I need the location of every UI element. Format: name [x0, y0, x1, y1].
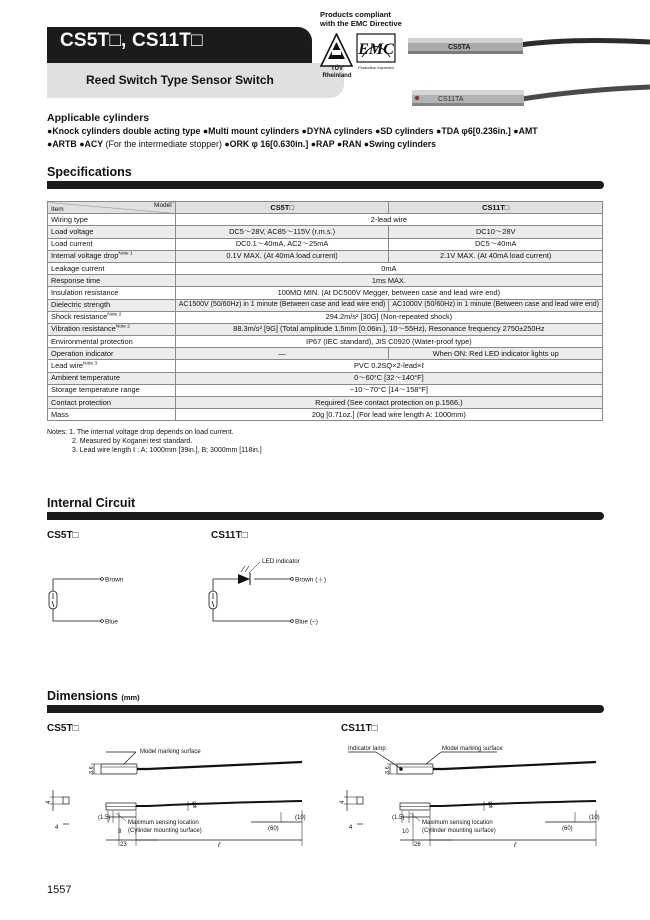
applicable-line-2b: ●ORK φ 16[0.630in.] ●RAP ●RAN ●Swing cylinders: [224, 139, 437, 149]
dim-4-height: 4: [46, 800, 52, 804]
table-row: [48, 409, 603, 421]
circuit-cs11t-label: CS11T□: [211, 530, 248, 541]
row-value: Required (See contact protection on p.1566.): [175, 397, 602, 409]
table-header-row: [48, 202, 603, 214]
applicable-cylinders-line-1: ●Knock cylinders double acting type ●Multi mount cylinders ●DYNA cylinders ●SD cylinders ●TDA φ6[0.236in.] ●AMT: [47, 126, 538, 136]
wire-label-brown: Brown: [105, 576, 124, 584]
table-row: [48, 348, 603, 360]
max-sensing-label-2-b: (Cylinder mounting surface): [422, 828, 496, 834]
table-row: [48, 372, 603, 384]
emc-logo-letters: EMC: [358, 41, 394, 58]
spec-notes: [47, 428, 262, 455]
dim-lead-length-b: ℓ: [514, 842, 517, 849]
emc-compliance-note: [320, 10, 402, 28]
row-value: −10～70°C [14～158°F]: [175, 384, 602, 396]
dim-10-b: (10): [589, 815, 600, 821]
row-item: Operation indicator: [48, 348, 176, 360]
row-item: Load current: [48, 238, 176, 250]
row-item: [48, 360, 176, 372]
applicable-line-2a: ●ARTB ●ACY: [47, 139, 104, 149]
header-cs5t: CS5T□: [175, 202, 389, 214]
wire-label-blue-minus: Blue (−): [295, 618, 318, 626]
row-value-cs11t: When ON: Red LED indicator lights up: [389, 348, 603, 360]
dim-4-height-b: 4: [340, 800, 346, 804]
note-3: 3. Lead wire length ℓ : A; 1000mm [39in.], B; 3000mm [118in.]: [72, 447, 262, 454]
wire-label-blue: Blue: [105, 618, 119, 626]
table-row: [48, 250, 603, 262]
dimensions-unit: (mm): [121, 693, 140, 702]
dim-4-width-b: 4: [349, 825, 353, 831]
table-row: [48, 311, 603, 323]
photo-label-cs11t: CS11TA: [438, 96, 464, 103]
row-value: 100MΩ MIN. (At DC500V Megger, between case and lead wire end): [175, 287, 602, 299]
row-item: Mass: [48, 409, 176, 421]
dims-cs11t-label: CS11T□: [341, 723, 378, 734]
row-value: 1ms MAX.: [175, 275, 602, 287]
max-sensing-label-1: Maximum sensing location: [128, 820, 199, 826]
row-value-cs5t: —: [175, 348, 389, 360]
row-item: [48, 323, 176, 335]
circuit-cs5t-diagram: [40, 570, 160, 630]
row-value: 0～60°C [32～140°F]: [175, 372, 602, 384]
table-row: [48, 336, 603, 348]
table-row: [48, 226, 603, 238]
row-item: Dielectric strength: [48, 299, 176, 311]
row-item: Storage temperature range: [48, 384, 176, 396]
dim-8: 8: [118, 829, 122, 835]
row-value-cs5t: DC5～28V, AC85～115V (r.m.s.): [175, 226, 389, 238]
row-value-cs11t: DC10～28V: [389, 226, 603, 238]
dim-3-6: 3.6: [89, 766, 95, 774]
tuv-text-1: TÜV: [331, 66, 343, 72]
row-value-cs5t: DC0.1～40mA, AC2～25mA: [175, 238, 389, 250]
row-item: Contact protection: [48, 397, 176, 409]
row-value-cs11t: DC5～40mA: [389, 238, 603, 250]
page-number: 1557: [47, 884, 72, 896]
row-item: Wiring type: [48, 214, 176, 226]
row-item-text: Internal voltage drop: [51, 251, 119, 261]
dim-3-6-b: 3.6: [385, 766, 391, 774]
indicator-lamp-label: Indicator lamp: [348, 746, 386, 752]
internal-circuit-bar: [47, 512, 604, 520]
max-sensing-label-2: (Cylinder mounting surface): [128, 828, 202, 834]
led-indicator-label: LED indicator: [262, 558, 300, 565]
row-value-cs5t: 0.1V MAX. (At 40mA load current): [175, 250, 389, 262]
row-item: Insulation resistance: [48, 287, 176, 299]
dim-26: 26: [414, 842, 421, 848]
photo-label-cs5t: CS5TA: [448, 44, 471, 51]
dimensions-heading: [47, 689, 140, 703]
applicable-cylinders-heading: Applicable cylinders: [47, 112, 150, 124]
row-item: Load voltage: [48, 226, 176, 238]
row-note: Note 1: [118, 251, 133, 257]
emc-logo-icon: [356, 33, 396, 63]
row-item: Leakage current: [48, 262, 176, 274]
dim-60: (60): [268, 826, 279, 832]
page-subtitle: Reed Switch Type Sensor Switch: [86, 73, 274, 87]
row-value-cs11t: AC1000V (50/60Hz) in 1 minute (Between case and lead wire end): [389, 299, 603, 311]
internal-circuit-heading: Internal Circuit: [47, 496, 136, 510]
row-item: Environmental protection: [48, 336, 176, 348]
dim-60-b: (60): [562, 826, 573, 832]
row-value: PVC 0.2SQ×2-lead×ℓ: [175, 360, 602, 372]
row-value: IP67 (IEC standard), JIS C0920 (Water-proof type): [175, 336, 602, 348]
row-note: Note 3: [83, 361, 98, 367]
tuv-logo-text: [318, 66, 356, 79]
table-row: [48, 397, 603, 409]
row-value-cs5t: AC1500V (50/60Hz) in 1 minute (Between case and lead wire end): [175, 299, 389, 311]
row-value-cs11t: 2.1V MAX. (At 40mA load current): [389, 250, 603, 262]
dim-10-sensing: 10: [402, 829, 409, 835]
row-value: 20g [0.71oz.] (For lead wire length A: 1000mm): [175, 409, 602, 421]
header-cs11t: CS11T□: [389, 202, 603, 214]
row-item-text: Vibration resistance: [51, 324, 116, 334]
header-item-model-cell: [48, 202, 176, 214]
table-row: [48, 214, 603, 226]
specifications-heading: Specifications: [47, 165, 132, 179]
circuit-cs11t-diagram: [205, 553, 355, 633]
circuit-cs5t-label: CS5T□: [47, 530, 79, 541]
dim-phi3-b: φ3: [488, 801, 494, 808]
model-marking-surface-label: Model marking surface: [140, 749, 201, 755]
tuv-text-2: Rheinland: [322, 72, 352, 79]
applicable-line-2-note: (For the intermediate stopper): [103, 139, 225, 149]
row-note: Note 2: [107, 312, 122, 318]
row-value: 88.3m/s² [9G] (Total amplitude 1.5mm [0.06in.], 10～55Hz), Resonance frequency 2750±250Hz: [175, 323, 602, 335]
row-value: 294.2m/s² [30G] (Non-repeated shock): [175, 311, 602, 323]
dim-1-5: (1.5): [98, 815, 111, 821]
table-row: [48, 360, 603, 372]
max-sensing-label-1-b: Maximum sensing location: [422, 820, 493, 826]
dim-lead-length: ℓ: [218, 842, 221, 849]
dims-cs11t-drawing: [334, 742, 614, 850]
tuv-logo-icon: [320, 33, 353, 67]
dim-23: 23: [120, 842, 127, 848]
specifications-bar: [47, 181, 604, 189]
dim-1-5-b: (1.5): [392, 815, 405, 821]
emc-logo-caption: Production inspected: [358, 66, 394, 70]
header-model: Model: [154, 202, 172, 209]
dim-phi3: φ3: [192, 801, 198, 808]
dims-cs5t-drawing: [40, 742, 320, 850]
dim-10: (10): [295, 815, 306, 821]
table-row: [48, 275, 603, 287]
row-item: [48, 250, 176, 262]
table-row: [48, 299, 603, 311]
header-item: Item: [51, 206, 64, 214]
table-row: [48, 384, 603, 396]
dimensions-title: Dimensions: [47, 689, 118, 703]
row-note: Note 2: [115, 325, 130, 330]
table-row: [48, 262, 603, 274]
model-marking-surface-label-2: Model marking surface: [442, 746, 503, 752]
table-row: [48, 287, 603, 299]
wire-label-brown-plus: Brown (＋): [295, 576, 327, 584]
row-item: [48, 311, 176, 323]
dims-cs5t-label: CS5T□: [47, 723, 79, 734]
row-value: 2-lead wire: [175, 214, 602, 226]
row-value: 0mA: [175, 262, 602, 274]
row-item: Ambient temperature: [48, 372, 176, 384]
row-item-text: Lead wire: [51, 361, 84, 371]
row-item: Response time: [48, 275, 176, 287]
row-item-text: Shock resistance: [51, 312, 108, 322]
dim-4-width: 4: [55, 825, 59, 831]
table-row: [48, 238, 603, 250]
product-photo: [400, 12, 650, 112]
dimensions-bar: [47, 705, 604, 713]
specifications-table: [47, 201, 603, 421]
page-title: CS5T□, CS11T□: [60, 30, 203, 51]
compliance-line-2: with the EMC Directive: [320, 19, 402, 28]
applicable-cylinders-line-2: [47, 139, 436, 149]
note-1: Notes: 1. The internal voltage drop depends on load current.: [47, 429, 234, 436]
table-row: [48, 323, 603, 335]
note-2: 2. Measured by Koganei test standard.: [72, 438, 193, 445]
compliance-line-1: Products compliant: [320, 10, 391, 19]
